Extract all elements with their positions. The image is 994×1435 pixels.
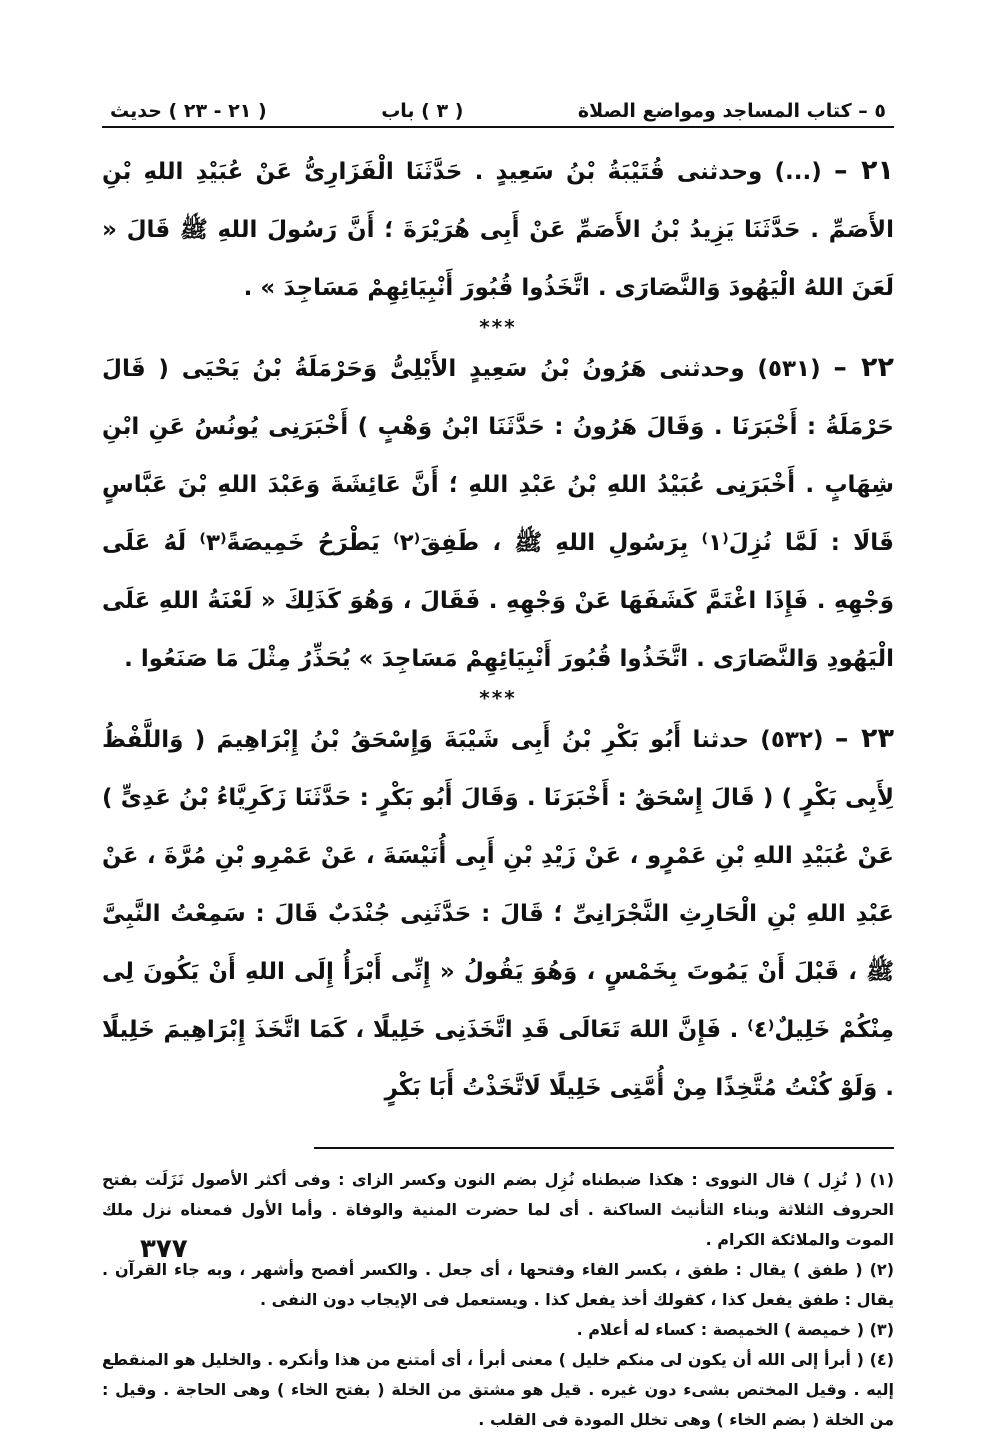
footnote: (٢) ( طفق ) يقال : طفق ، بكسر الفاء وفتحها ، أى جعل . والكسر أفصح وأشهر ، وبه جاء القرآن . يقال : طفق يفعل كذا ، كقولك أخذ يفعل كذا . ويستعمل فى الإيجاب دون النفى . [102,1260,894,1309]
hadith-paragraph [102,339,894,688]
running-header [102,88,894,126]
section-separator: *** [479,686,517,710]
hadith-text: (...) وحدثنى قُتَيْبَةُ بْنُ سَعِيدٍ . حَدَّثَنَا الْفَزَارِىُّ عَنْ عُبَيْدِ اللهِ بْنِ الأَصَمِّ . حَدَّثَنَا يَزِيدُ بْنُ الأَصَمِّ عَنْ أَبِى هُرَيْرَةَ ؛ أَنَّ رَسُولَ اللهِ ﷺ قَالَ « لَعَنَ اللهُ الْيَهُودَ وَالنَّصَارَى . اتَّخَذُوا قُبُورَ أَنْبِيَائِهِمْ مَسَاجِدَ » . [102,159,894,301]
footnote-rule [314,1147,894,1149]
hadith-number: ٢٢ – [833,352,894,383]
footnote: (٤) ( أبرأ إلى الله أن يكون لى منكم خليل ) معنى أبرأ ، أى أمتنع من هذا وأنكره . والخليل هو المنقطع إليه . وقيل المختص بشىء دون غيره . قيل هو مشتق من الخلة ( بفتح الخاء ) وهى الحاجة . وقيل : من الخلة ( بضم الخاء ) وهى تخلل المودة فى القلب . [102,1350,894,1429]
header-hadith-range: ( ٢١ - ٢٣ ) حديث [110,100,267,122]
section-separator: *** [479,315,517,339]
main-text [102,142,894,1117]
hadith-paragraph [102,142,894,317]
chapter-number: ٥ [874,100,886,122]
hadith-number: ٢٣ – [834,723,895,754]
hadith-text: (٥٣١) وحدثنى هَرُونُ بْنُ سَعِيدٍ الأَيْلِىُّ وَحَرْمَلَةُ بْنُ يَحْيَى ( قَالَ حَرْمَلَةُ : أَخْبَرَنَا . وَقَالَ هَرُونُ : حَدَّثَنَا ابْنُ وَهْبٍ ) أَخْبَرَنِى يُونُسُ عَنِ ابْنِ شِهَابٍ . أَخْبَرَنِى عُبَيْدُ اللهِ بْنُ عَبْدِ اللهِ ؛ أَنَّ عَائِشَةَ وَعَبْدَ اللهِ بْنَ عَبَّاسٍ قَالَا : لَمَّا نُزِلَ⁽١⁾ بِرَسُولِ اللهِ ﷺ ، طَفِقَ⁽٢⁾ يَطْرَحُ خَمِيصَةً⁽٣⁾ لَهُ عَلَى وَجْهِهِ . فَإِذَا اغْتَمَّ كَشَفَهَا عَنْ وَجْهِهِ . فَقَالَ ، وَهُوَ كَذَلِكَ « لَعْنَةُ اللهِ عَلَى الْيَهُودِ وَالنَّصَارَى . اتَّخَذُوا قُبُورَ أَنْبِيَائِهِمْ مَسَاجِدَ » يُحَذِّرُ مِثْلَ مَا صَنَعُوا . [102,356,894,672]
header-chapter [578,100,886,122]
footnotes [102,1165,894,1435]
hadith-text: (٥٣٢) حدثنا أَبُو بَكْرِ بْنُ أَبِى شَيْبَةَ وَإِسْحَقُ بْنُ إِبْرَاهِيمَ ( وَاللَّفْظُ لِأَبِى بَكْرٍ ) ( قَالَ إِسْحَقُ : أَخْبَرَنَا . وَقَالَ أَبُو بَكْرٍ : حَدَّثَنَا زَكَرِيَّاءُ بْنُ عَدِىٍّ ) عَنْ عُبَيْدِ اللهِ بْنِ عَمْرٍو ، عَنْ زَيْدِ بْنِ أَبِى أُنَيْسَةَ ، عَنْ عَمْرِو بْنِ مُرَّةَ ، عَنْ عَبْدِ اللهِ بْنِ الْحَارِثِ النَّجْرَانِىِّ ؛ قَالَ : حَدَّثَنِى جُنْدَبٌ قَالَ : سَمِعْتُ النَّبِىَّ ﷺ ، قَبْلَ أَنْ يَمُوتَ بِخَمْسٍ ، وَهُوَ يَقُولُ « إِنِّى أَبْرَأُ إِلَى اللهِ أَنْ يَكُونَ لِى مِنْكُمْ خَلِيلٌ⁽٤⁾ . فَإِنَّ اللهَ تَعَالَى قَدِ اتَّخَذَنِى خَلِيلًا ، كَمَا اتَّخَذَ إِبْرَاهِيمَ خَلِيلًا . وَلَوْ كُنْتُ مُتَّخِذًا مِنْ أُمَّتِى خَلِيلًا لَاتَّخَذْتُ أَبَا بَكْرٍ [102,727,894,1101]
header-bab: ( ٣ ) باب [381,100,464,122]
header-rule [102,126,894,128]
hadith-paragraph [102,710,894,1117]
footnote: (١) ( نُزِل ) قال النووى : هكذا ضبطناه نُزِل بضم النون وكسر الزاى : وفى أكثر الأصول نَزَلَت بفتح الحروف الثلاثة وبناء التأنيث الساكنة . أى لما حضرت المنية والوفاة . وأما الأول فمعناه نزل ملك الموت والملائكة الكرام . [102,1170,894,1249]
page-number: ٣٧٧ [140,1234,188,1264]
chapter-title: – كتاب المساجد ومواضع الصلاة [577,100,868,122]
footnote: (٣) ( خميصة ) الخميصة : كساء له أعلام . [576,1320,894,1339]
hadith-number: ٢١ – [833,155,894,186]
